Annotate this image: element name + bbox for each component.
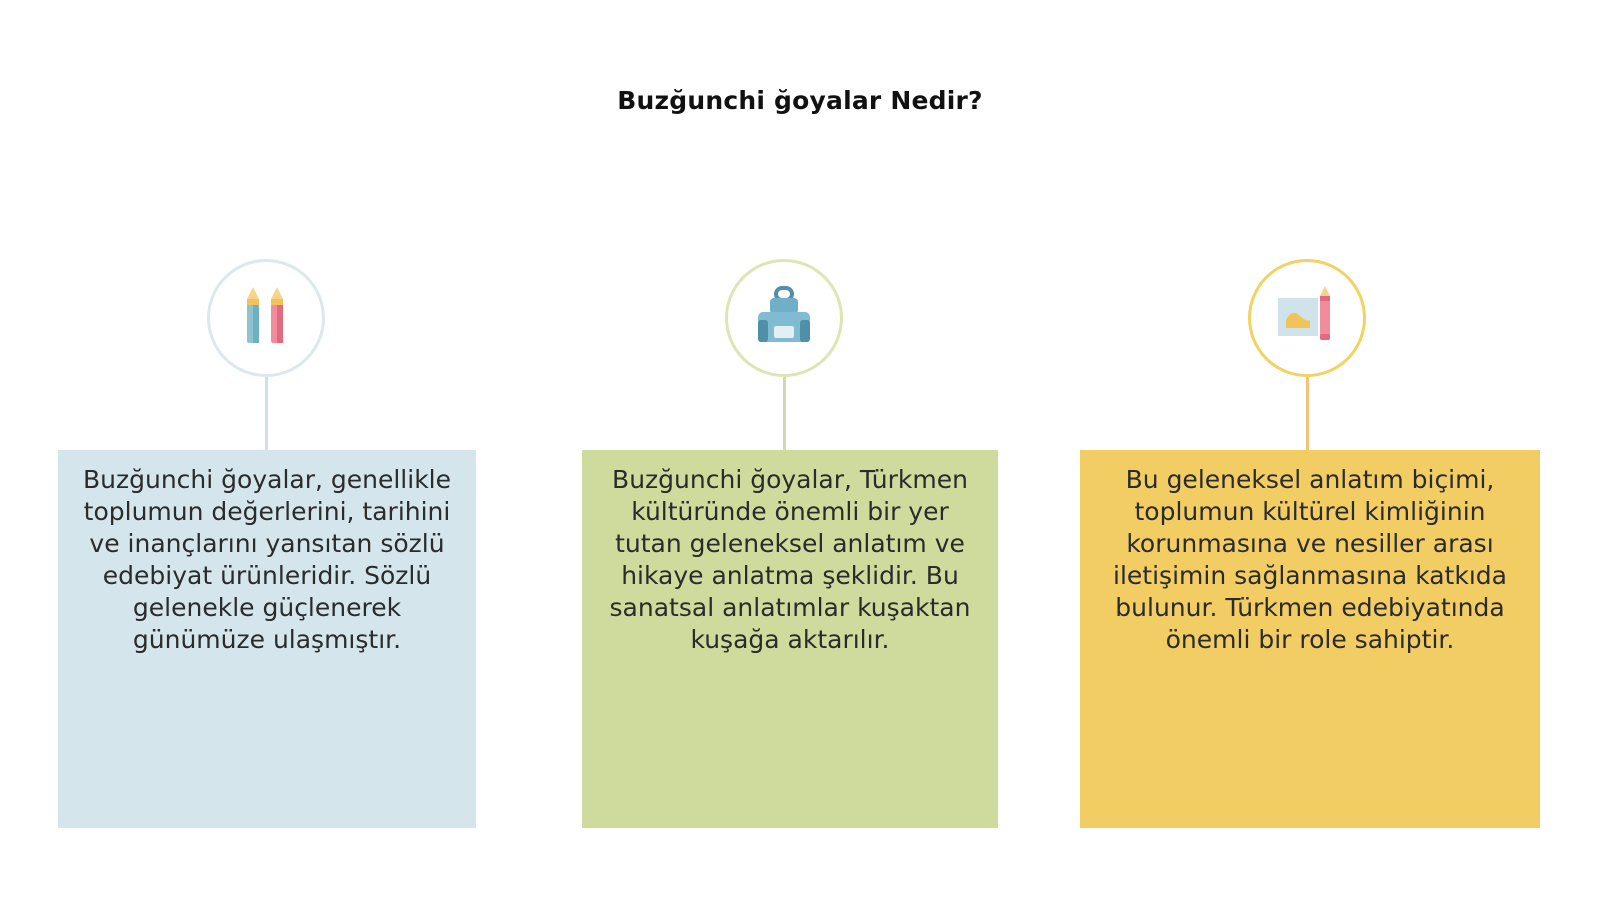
info-card-1 (58, 450, 476, 828)
card-text: Buzğunchi ğoyalar, Türkmen kültüründe önemli bir yer tutan geleneksel anlatım ve hikaye anlatma şeklidir. Bu sanatsal anlatımlar kuşaktan kuşağa aktarılır. (609, 465, 971, 654)
pencils-icon (241, 285, 291, 351)
icon-circle-1 (207, 259, 325, 377)
info-card-3 (1080, 450, 1540, 828)
info-card-2 (582, 450, 998, 828)
icon-circle-2 (725, 259, 843, 377)
connector-3 (1306, 377, 1309, 450)
slide-title: Buzğunchi ğoyalar Nedir? (617, 86, 983, 115)
picture-crayon-icon (1276, 286, 1338, 350)
card-text: Bu geleneksel anlatım biçimi, toplumun kültürel kimliğinin korunmasına ve nesiller arası iletişimin sağlanmasına katkıda bulunur. Türkmen edebiyatında önemli bir role sahiptir. (1113, 465, 1507, 654)
icon-circle-3 (1248, 259, 1366, 377)
connector-1 (265, 377, 268, 450)
card-text: Buzğunchi ğoyalar, genellikle toplumun değerlerini, tarihini ve inançlarını yansıtan sözlü edebiyat ürünleridir. Sözlü gelenekle güçlenerek günümüze ulaşmıştır. (83, 465, 451, 654)
backpack-icon (754, 286, 814, 350)
connector-2 (783, 377, 786, 450)
